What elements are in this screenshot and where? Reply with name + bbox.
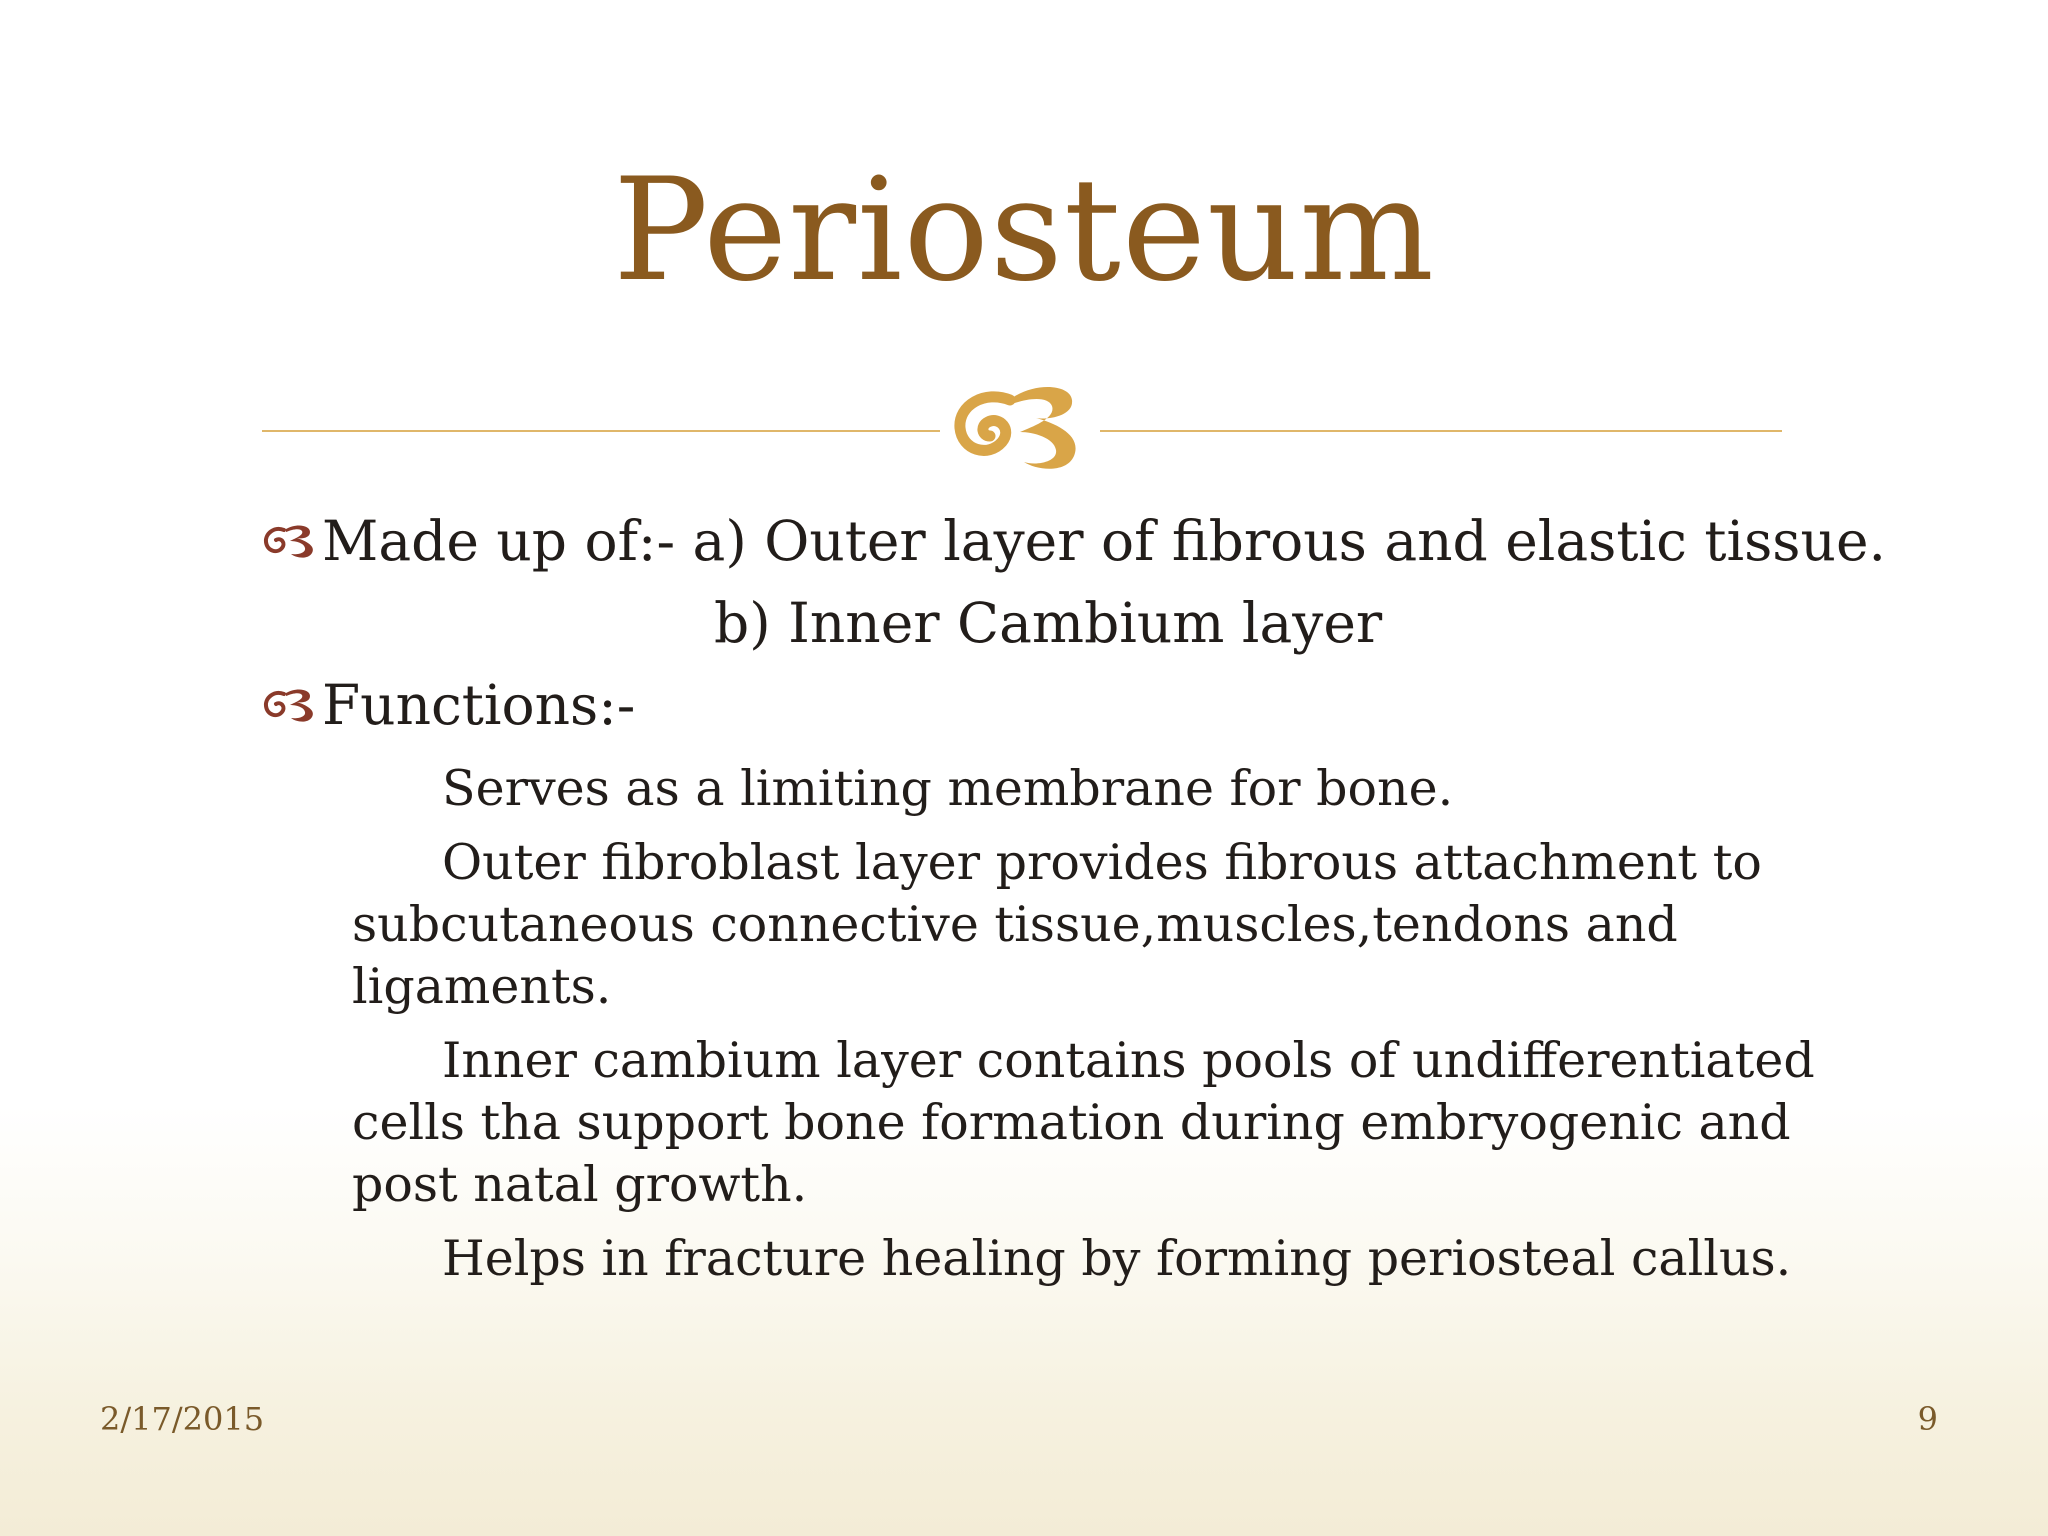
- scroll-bullet-icon: [262, 684, 322, 724]
- function-text: Helps in fracture healing by forming periosteal callus.: [442, 1230, 1792, 1287]
- slide-content: [262, 500, 1886, 1290]
- function-item: [262, 832, 1872, 1018]
- bullet-made-up-of: [262, 500, 1886, 582]
- bullet-continuation: b) Inner Cambium layer: [714, 591, 1383, 655]
- function-text: Outer fibroblast layer provides fibrous attachment to subcutaneous connective tissue,muscles,tendons and ligaments.: [352, 834, 1762, 1015]
- slide-title: Periosteum: [612, 148, 1436, 313]
- bullet-functions: [262, 664, 1882, 746]
- leaf-scroll-ornament-icon: [940, 370, 1100, 480]
- function-item: [262, 1228, 1872, 1290]
- function-text: Serves as a limiting membrane for bone.: [442, 760, 1454, 817]
- footer-date: 2/17/2015: [100, 1400, 265, 1438]
- function-text: Inner cambium layer contains pools of undifferentiated cells tha support bone formation during embryogenic and post natal growth.: [352, 1032, 1815, 1213]
- bullet-text: Made up of:- a) Outer layer of fibrous and elastic tissue.: [322, 509, 1886, 573]
- page-number: 9: [1917, 1400, 1938, 1438]
- function-item: [262, 758, 1872, 820]
- function-item: [262, 1030, 1872, 1216]
- bullet-text: Functions:-: [322, 673, 636, 737]
- scroll-bullet-icon: [262, 520, 322, 560]
